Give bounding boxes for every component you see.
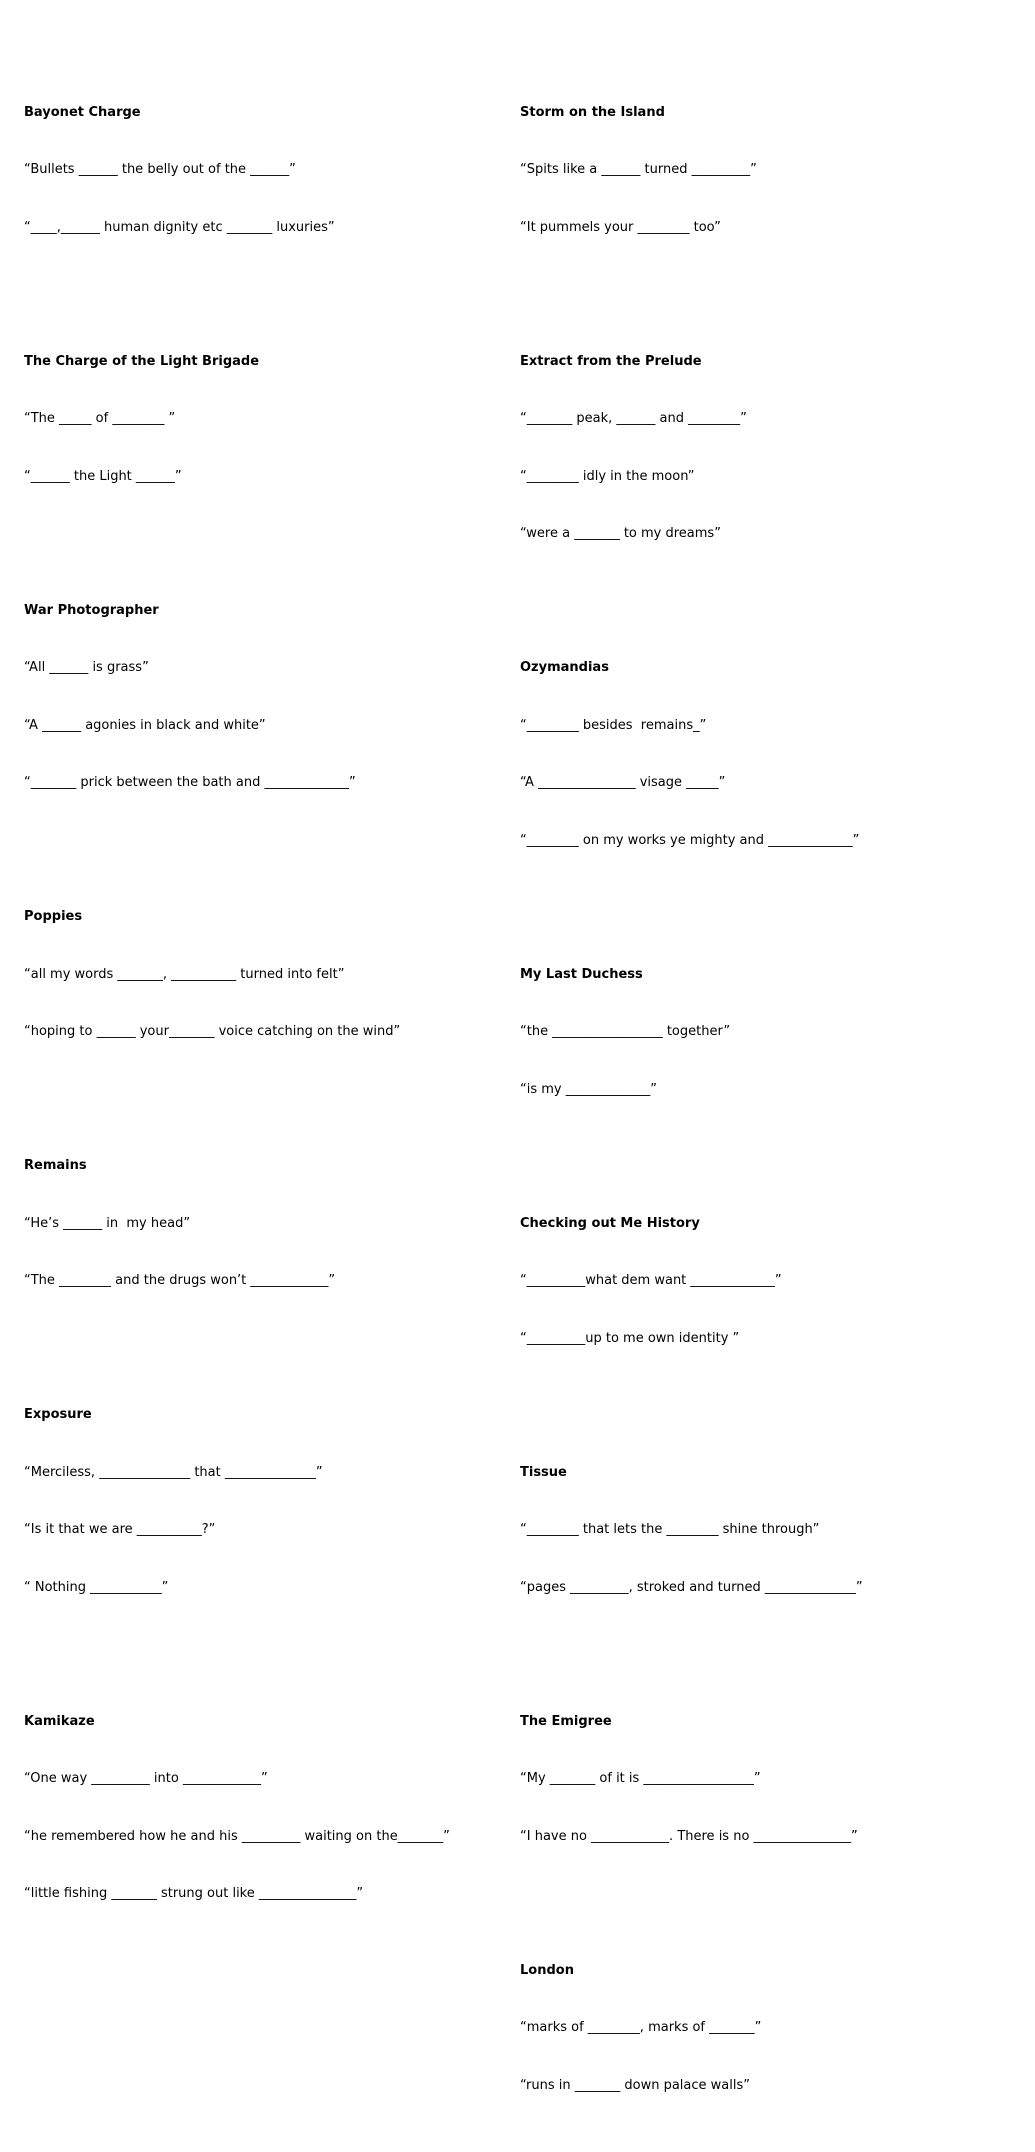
quote-line: “the _________________ together” <box>520 1024 731 1040</box>
poem-title: The Charge of the Light Brigade <box>24 353 260 369</box>
poem-section <box>24 1673 450 1941</box>
quote-line: “He’s ______ in my head” <box>24 1215 191 1231</box>
quote-line: “_______ peak, ______ and ________” <box>520 411 747 427</box>
poem-section <box>520 1673 863 1884</box>
quote-line: “The ________ and the drugs won’t ____________” <box>24 1273 336 1289</box>
poem-section <box>24 562 450 830</box>
quote-line: “My _______ of it is _________________” <box>520 1771 761 1787</box>
quote-line: “Merciless, ______________ that ______________” <box>24 1464 323 1480</box>
quote-line: “________ idly in the moon” <box>520 468 695 484</box>
poem-title: Poppies <box>24 909 83 925</box>
quote-line: “____,______ human dignity etc _______ luxuries” <box>24 219 335 235</box>
quote-line: “The _____ of ________ ” <box>24 411 176 427</box>
quote-line: “little fishing _______ strung out like _______________” <box>24 1886 364 1902</box>
quote-line: “________ that lets the ________ shine through” <box>520 1522 820 1538</box>
quote-line: “hoping to ______ your_______ voice catching on the wind” <box>24 1024 401 1040</box>
poem-section <box>24 1118 450 1329</box>
poem-title: Kamikaze <box>24 1713 95 1729</box>
quote-line: “_________up to me own identity ” <box>520 1330 740 1346</box>
quote-line: “________ besides remains_” <box>520 717 707 733</box>
quote-line: “I have no ____________. There is no _______________” <box>520 1828 858 1844</box>
poem-title: Extract from the Prelude <box>520 353 702 369</box>
poem-section <box>520 1175 863 1386</box>
quote-line: “runs in _______ down palace walls” <box>520 2077 750 2093</box>
quote-line: “marks of ________, marks of _______” <box>520 2020 762 2036</box>
poem-section <box>520 1424 863 1635</box>
poem-section <box>24 313 450 524</box>
poem-section <box>24 1367 450 1635</box>
quote-line: “______ the Light ______” <box>24 468 182 484</box>
quote-line: “One way _________ into ____________” <box>24 1771 268 1787</box>
poem-title: Checking out Me History <box>520 1215 700 1231</box>
quote-line: “he remembered how he and his _________ waiting on the_______” <box>24 1828 450 1844</box>
poem-section <box>520 926 863 1137</box>
quote-line: “Spits like a ______ turned _________” <box>520 162 757 178</box>
quote-line: “Is it that we are __________?” <box>24 1522 216 1538</box>
quote-line: “It pummels your ________ too” <box>520 219 721 235</box>
poem-title: Ozymandias <box>520 660 609 676</box>
quote-line: “________ on my works ye mighty and _____________” <box>520 832 860 848</box>
poem-title: Exposure <box>24 1407 92 1423</box>
quote-line: “_______ prick between the bath and _____________” <box>24 775 356 791</box>
poem-section <box>520 1922 863 2133</box>
poem-title: Storm on the Island <box>520 104 665 120</box>
quote-line: “pages _________, stroked and turned ______________” <box>520 1579 863 1595</box>
poem-section <box>24 869 450 1080</box>
poem-title: My Last Duchess <box>520 966 643 982</box>
poem-section <box>520 620 863 888</box>
poem-title: Remains <box>24 1158 87 1174</box>
poem-title: Tissue <box>520 1464 567 1480</box>
poem-title: Bayonet Charge <box>24 104 141 120</box>
quote-line: “A _______________ visage _____” <box>520 775 726 791</box>
quote-line: “Bullets ______ the belly out of the ______” <box>24 162 296 178</box>
poem-title: London <box>520 1962 574 1978</box>
quote-line: “were a _______ to my dreams” <box>520 526 721 542</box>
quote-line: “ Nothing ___________” <box>24 1579 169 1595</box>
poem-section <box>520 313 863 581</box>
right-column <box>520 26 863 2152</box>
quote-line: “A ______ agonies in black and white” <box>24 717 266 733</box>
poem-section <box>24 64 450 275</box>
poem-title: The Emigree <box>520 1713 612 1729</box>
quote-line: “all my words _______, __________ turned into felt” <box>24 966 345 982</box>
poem-title: War Photographer <box>24 602 159 618</box>
quote-line: “is my _____________” <box>520 1081 657 1097</box>
quote-line: “_________what dem want _____________” <box>520 1273 782 1289</box>
poem-section <box>520 64 863 275</box>
quote-line: “All ______ is grass” <box>24 660 149 676</box>
left-column <box>24 26 450 1961</box>
